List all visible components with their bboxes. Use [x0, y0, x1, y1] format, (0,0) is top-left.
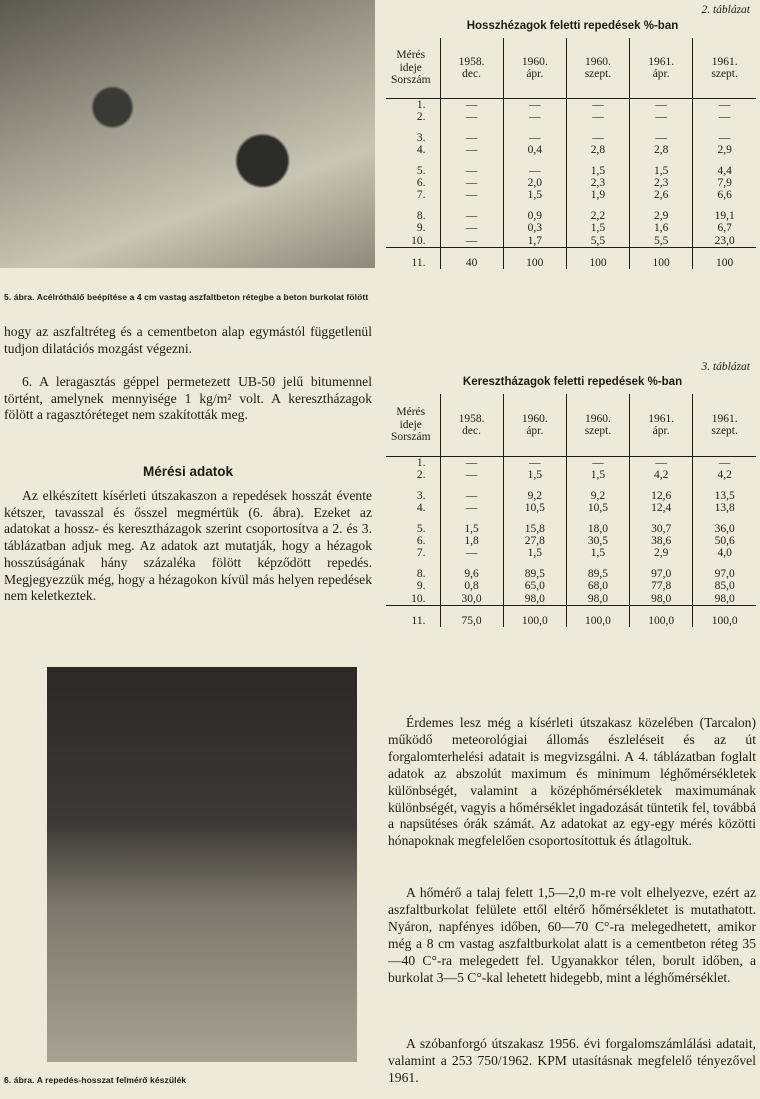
table-cell: — — [566, 111, 629, 123]
table-row — [386, 177, 756, 189]
table-cell: — — [693, 99, 756, 112]
table-cell: — — [503, 111, 566, 123]
table-2-number: 2. táblázat — [701, 4, 750, 16]
table-cell: 98,0 — [693, 593, 756, 606]
table-row — [386, 593, 756, 606]
table-cell: 68,0 — [566, 580, 629, 592]
table-cell: — — [440, 111, 503, 123]
table-cell: 1,9 — [566, 189, 629, 201]
column-year: 1960. — [585, 412, 611, 425]
table-cell: 0,3 — [503, 222, 566, 234]
table-cell: 38,6 — [630, 535, 693, 547]
row-number: 3. — [416, 131, 426, 144]
paragraph-meteorologia: Érdemes lesz még a kísérleti útszakasz közelében (Tarcalon) működő meteorológiai állomás észleléseit és az út forgalomterhelési adatait is megvizsgálni. A 4. táblázatban foglalt adatok az abszolút maximum és minimum léghőmérsékletek különbségét, valamint a középhőmérsékletek maximumának különbségét, vagyis a hőmérséklet ingadozását tüntetik fel, továbbá a napsütéses órák számát. Az adatokat az egy-egy mérés közötti hónapoknak megfelelően csoportosítottuk és átlagoltuk. — [388, 715, 756, 849]
table-cell: 4,0 — [693, 547, 756, 559]
table-cell: 1,5 — [503, 547, 566, 559]
row-number: 2. — [416, 469, 426, 482]
table-cell: 0,9 — [503, 202, 566, 222]
table-3 — [386, 394, 756, 627]
table-row — [386, 248, 756, 270]
column-year: 1958. — [458, 55, 485, 68]
figure-5-photo — [0, 0, 375, 268]
table-cell: 100 — [630, 248, 693, 270]
table-cell: 2,9 — [630, 547, 693, 559]
table-cell: — — [440, 547, 503, 559]
table-cell: 1,5 — [566, 157, 629, 177]
row-number: 3. — [416, 489, 426, 502]
table-row — [386, 235, 756, 248]
table-cell: 100,0 — [503, 606, 566, 628]
table-row — [386, 202, 756, 222]
table-cell: 19,1 — [693, 202, 756, 222]
table-row — [386, 547, 756, 559]
table-cell: 23,0 — [693, 235, 756, 248]
paragraph-homero: A hőmérő a talaj felett 1,5—2,0 m-re volt elhelyezve, ezért az aszfaltburkolat felülete ettől eltérő hőmérsékletet is mutathatott. Nyáron, napfényes időben, 60—70 C°-ra melegedhetett, amikor még a 8 cm vastag aszfaltburkolat alatt is a cementbeton réteg 35—40 C°-ra melegedett fel. Ugyanakkor télen, borult időben, a burkolat 3—5 C°-kal lehetett hidegebb, mint a léghőmérséklet. — [388, 885, 756, 985]
table-cell: 30,5 — [566, 535, 629, 547]
table-cell: 7,9 — [693, 177, 756, 189]
table-cell: — — [440, 469, 503, 481]
corner-label-sorszam: Sorszám — [390, 74, 431, 87]
table-row — [386, 457, 756, 470]
table-cell: — — [440, 189, 503, 201]
table-cell: 2,3 — [630, 177, 693, 189]
row-number: 8. — [416, 209, 426, 222]
table-cell: 4,4 — [693, 157, 756, 177]
figure-6-caption: 6. ábra. A repedés-hosszat felmérő készülék — [4, 1075, 187, 1085]
table-cell: — — [440, 157, 503, 177]
table-cell: 98,0 — [503, 593, 566, 606]
table-cell: 10,5 — [566, 502, 629, 514]
table-row — [386, 144, 756, 156]
table-cell: 98,0 — [630, 593, 693, 606]
corner-label-meres-ideje: Mérés ideje — [396, 406, 426, 431]
table-cell: 1,6 — [630, 222, 693, 234]
section-heading-meresi-adatok: Mérési adatok — [142, 464, 234, 479]
table-cell: — — [440, 202, 503, 222]
column-header — [503, 38, 566, 99]
figure-5-caption: 5. ábra. Acélróthálő beépítése a 4 cm vastag aszfaltbeton rétegbe a beton burkolat fölött — [4, 292, 369, 302]
table-cell: 5,5 — [630, 235, 693, 248]
column-month: ápr. — [652, 425, 670, 437]
table-row — [386, 606, 756, 628]
table-cell: 5,5 — [566, 235, 629, 248]
table-cell: 1,5 — [503, 469, 566, 481]
table-cell: — — [440, 235, 503, 248]
table-row — [386, 502, 756, 514]
paragraph-dilatacio: hogy az aszfaltréteg és a cementbeton alap egymástól függetlenül tudjon dilatációs mozgást végezni. — [4, 324, 372, 356]
column-month: dec. — [462, 68, 482, 80]
column-header — [503, 394, 566, 457]
row-number: 5. — [416, 522, 426, 535]
row-number: 1. — [416, 99, 426, 111]
table-cell: 4,2 — [630, 469, 693, 481]
table-cell: 9,2 — [503, 482, 566, 502]
row-number: 11. — [386, 606, 440, 628]
table-row — [386, 560, 756, 580]
table-row — [386, 99, 756, 112]
table-cell: 100 — [503, 248, 566, 270]
table-cell: — — [566, 457, 629, 470]
column-year: 1960. — [521, 412, 548, 425]
row-number: 6. — [416, 177, 426, 190]
table-2-title: Hosszhézagok feletti repedések %-ban — [466, 20, 679, 32]
table-cell: 36,0 — [693, 515, 756, 535]
table-cell: — — [630, 111, 693, 123]
table-cell: — — [503, 99, 566, 112]
table-cell: 1,5 — [566, 222, 629, 234]
row-number: 10. — [411, 592, 426, 605]
table-cell: 2,3 — [566, 177, 629, 189]
table-cell: 6,6 — [693, 189, 756, 201]
table-cell: 1,5 — [503, 189, 566, 201]
table-cell: 2,9 — [693, 144, 756, 156]
table-cell: 2,8 — [566, 144, 629, 156]
table-row — [386, 580, 756, 592]
column-month: dec. — [462, 425, 482, 437]
row-number: 4. — [416, 502, 426, 515]
table-cell: 2,8 — [630, 144, 693, 156]
table-cell: 89,5 — [566, 560, 629, 580]
column-header — [630, 394, 693, 457]
table-3-number: 3. táblázat — [701, 361, 750, 373]
table-cell: 6,7 — [693, 222, 756, 234]
table-cell: — — [503, 124, 566, 144]
table-cell: 15,8 — [503, 515, 566, 535]
table-cell: 30,0 — [440, 593, 503, 606]
table-cell: 9,6 — [440, 560, 503, 580]
table-cell: 100,0 — [566, 606, 629, 628]
row-number: 10. — [411, 234, 426, 247]
table-row — [386, 222, 756, 234]
table-cell: 100 — [693, 248, 756, 270]
column-month: ápr. — [526, 68, 544, 80]
row-number: 7. — [416, 547, 426, 560]
table-cell: — — [440, 222, 503, 234]
table-cell: — — [440, 457, 503, 470]
table-cell: 0,8 — [440, 580, 503, 592]
table-cell: 13,8 — [693, 502, 756, 514]
table-cell: 12,4 — [630, 502, 693, 514]
column-month: szept. — [584, 68, 612, 80]
row-number: 7. — [416, 189, 426, 202]
table-cell: 75,0 — [440, 606, 503, 628]
row-number: 1. — [416, 457, 426, 469]
table-2 — [386, 38, 756, 269]
column-month: szept. — [711, 68, 738, 80]
table-cell: 18,0 — [566, 515, 629, 535]
column-year: 1961. — [648, 55, 675, 68]
table-cell: 1,5 — [566, 469, 629, 481]
table-row — [386, 124, 756, 144]
table-cell: 2,0 — [503, 177, 566, 189]
table-cell: — — [693, 457, 756, 470]
table-cell: 2,2 — [566, 202, 629, 222]
table-row — [386, 482, 756, 502]
table-cell: 89,5 — [503, 560, 566, 580]
table-cell: — — [630, 124, 693, 144]
table-cell: — — [503, 457, 566, 470]
table-cell: 97,0 — [693, 560, 756, 580]
paragraph-leragasztas: 6. A leragasztás géppel permetezett UB-50 jelű bitumennel történt, amelynek mennyisége 1 kg/m² volt. A keresztházagok fölött a ragasztóréteget nem szakították meg. — [4, 374, 372, 423]
table-cell: 13,5 — [693, 482, 756, 502]
column-year: 1958. — [458, 412, 485, 425]
table-cell: 85,0 — [693, 580, 756, 592]
column-header — [566, 38, 629, 99]
table-cell: 77,8 — [630, 580, 693, 592]
table-cell: 2,9 — [630, 202, 693, 222]
table-cell: — — [630, 99, 693, 112]
table-cell: 65,0 — [503, 580, 566, 592]
table-cell: 97,0 — [630, 560, 693, 580]
column-month: szept. — [711, 425, 738, 437]
table-cell: 0,4 — [503, 144, 566, 156]
row-number: 11. — [386, 248, 440, 270]
paragraph-forgalom: A szóbanforgó útszakasz 1956. évi forgalomszámlálási adatait, valamint a 253 750/1962. KPM utasításnak megfelelő tényezővel 1961. — [388, 1036, 756, 1085]
table-cell: 1,5 — [440, 515, 503, 535]
column-year: 1961. — [711, 55, 738, 68]
table-row — [386, 111, 756, 123]
table-cell: 2,6 — [630, 189, 693, 201]
row-number: 5. — [416, 164, 426, 177]
figure-6-photo — [47, 667, 357, 1062]
column-year: 1961. — [648, 412, 675, 425]
table-row — [386, 189, 756, 201]
table-cell: 98,0 — [566, 593, 629, 606]
table-row — [386, 157, 756, 177]
column-year: 1960. — [521, 55, 548, 68]
table-cell: — — [693, 111, 756, 123]
table-cell: — — [440, 177, 503, 189]
table-cell: 50,6 — [693, 535, 756, 547]
table-cell: — — [693, 124, 756, 144]
table-cell: 100,0 — [630, 606, 693, 628]
column-header — [693, 38, 756, 99]
row-number: 6. — [416, 535, 426, 548]
table-cell: 100,0 — [693, 606, 756, 628]
table-row — [386, 535, 756, 547]
table-cell: — — [566, 124, 629, 144]
corner-label-meres-ideje: Mérés ideje — [396, 49, 426, 74]
column-header — [440, 38, 503, 99]
row-number: 9. — [416, 580, 426, 593]
row-number: 8. — [416, 567, 426, 580]
row-number: 9. — [416, 222, 426, 235]
table-cell: — — [440, 124, 503, 144]
table-3-title: Keresztházagok feletti repedések %-ban — [462, 376, 683, 388]
column-month: ápr. — [526, 425, 544, 437]
table-cell: 40 — [440, 248, 503, 270]
column-month: szept. — [584, 425, 612, 437]
paragraph-meresi-adatok: Az elkészített kísérleti útszakaszon a repedések hosszát évente kétszer, tavasszal és ősszel megmértük (6. ábra). Ezeket az adatokat a hossz- és keresztházagok szerint csoportosítva a 2. és 3. táblázatban adjuk meg. Az adatok azt mutatják, hogy a hézagok hosszúságának hány százaléka fölött képződött repedés. Megjegyezzük még, hogy a hézagokon kívül más helyen repedések nem keletkeztek. — [4, 488, 372, 604]
table-cell: 30,7 — [630, 515, 693, 535]
column-year: 1961. — [711, 412, 738, 425]
column-header — [566, 394, 629, 457]
corner-label-sorszam: Sorszám — [390, 431, 431, 444]
table-cell: 27,8 — [503, 535, 566, 547]
table-cell: — — [630, 457, 693, 470]
column-header — [440, 394, 503, 457]
table-cell: 4,2 — [693, 469, 756, 481]
table-cell: 100 — [566, 248, 629, 270]
column-header — [630, 38, 693, 99]
row-number: 4. — [416, 144, 426, 157]
table-cell: 1,7 — [503, 235, 566, 248]
table-cell: 12,6 — [630, 482, 693, 502]
table-cell: 1,5 — [566, 547, 629, 559]
column-header — [693, 394, 756, 457]
table-cell: 1,8 — [440, 535, 503, 547]
table-cell: — — [503, 157, 566, 177]
row-number: 2. — [416, 111, 426, 124]
column-month: ápr. — [652, 68, 670, 80]
table-row — [386, 469, 756, 481]
table-cell: — — [440, 482, 503, 502]
column-year: 1960. — [585, 55, 611, 68]
table-cell: — — [440, 502, 503, 514]
table-cell: 10,5 — [503, 502, 566, 514]
table-cell: — — [440, 144, 503, 156]
table-cell: 9,2 — [566, 482, 629, 502]
table-cell: 1,5 — [630, 157, 693, 177]
table-row — [386, 515, 756, 535]
table-cell: — — [566, 99, 629, 112]
table-cell: — — [440, 99, 503, 112]
